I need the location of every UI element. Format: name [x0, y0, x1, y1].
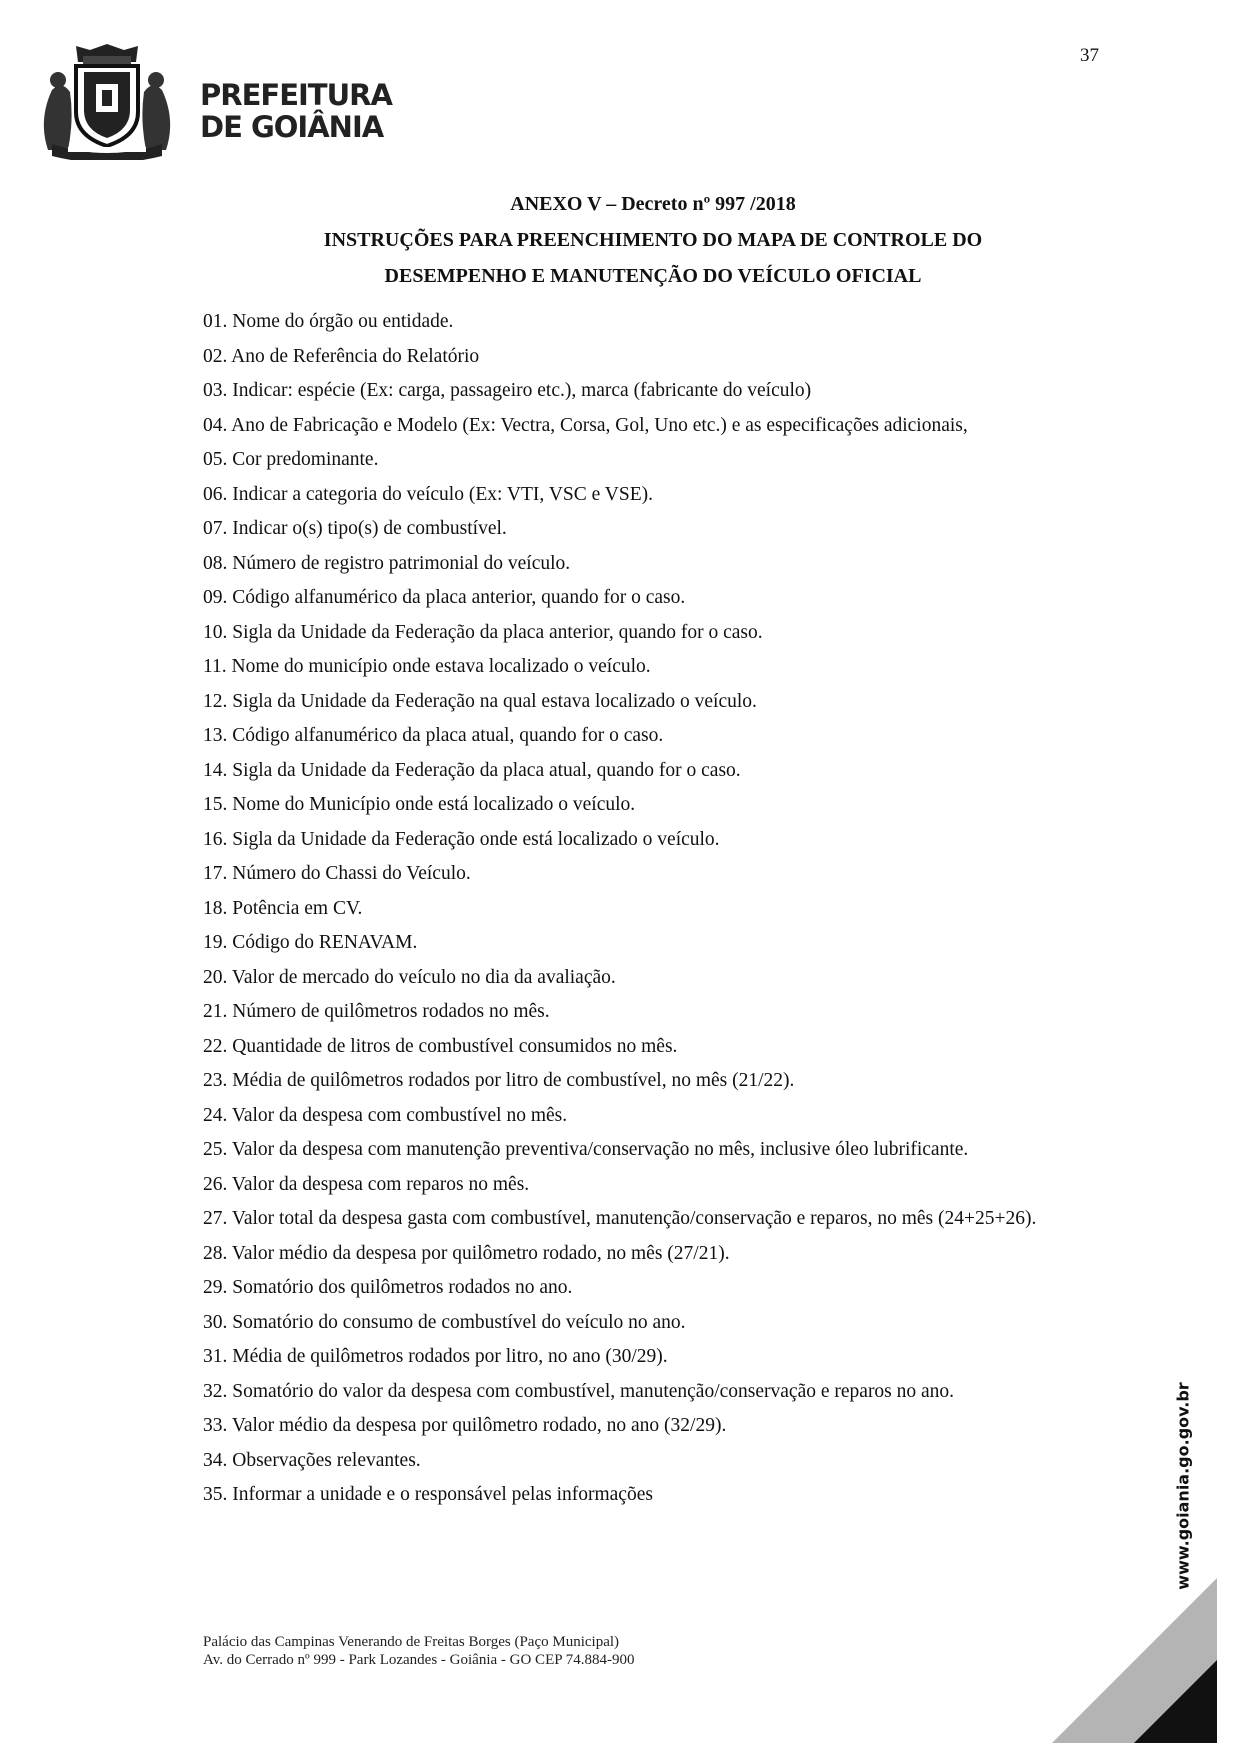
list-item: 20. Valor de mercado do veículo no dia da avaliação. — [203, 966, 616, 988]
title-line-3: DESEMPENHO E MANUTENÇÃO DO VEÍCULO OFICIAL — [384, 265, 922, 287]
list-item: 17. Número do Chassi do Veículo. — [203, 863, 471, 884]
brand-line-1: PREFEITURA — [200, 78, 392, 112]
list-item: 07. Indicar o(s) tipo(s) de combustível. — [203, 518, 507, 539]
list-item: 35. Informar a unidade e o responsável pelas informações — [203, 1484, 653, 1505]
website-url: www.goiania.go.gov.br — [1173, 1382, 1193, 1590]
list-item: 22. Quantidade de litros de combustível consumidos no mês. — [203, 1035, 678, 1057]
list-item: 34. Observações relevantes. — [203, 1449, 421, 1471]
corner-decoration — [1052, 1578, 1217, 1743]
footer-address — [203, 1633, 635, 1669]
list-item: 24. Valor da despesa com combustível no mês. — [203, 1104, 568, 1126]
list-item: 06. Indicar a categoria do veículo (Ex: VTI, VSC e VSE). — [203, 483, 654, 505]
list-item: 09. Código alfanumérico da placa anterior, quando for o caso. — [203, 587, 686, 608]
list-item: 33. Valor médio da despesa por quilômetro rodado, no ano (32/29). — [203, 1415, 727, 1436]
list-item: 28. Valor médio da despesa por quilômetro rodado, no mês (27/21). — [203, 1242, 730, 1264]
footer-line-1: Palácio das Campinas Venerando de Freitas Borges (Paço Municipal) — [203, 1634, 620, 1650]
list-item: 31. Média de quilômetros rodados por litro, no ano (30/29). — [203, 1346, 668, 1367]
list-item: 04. Ano de Fabricação e Modelo (Ex: Vectra, Corsa, Gol, Uno etc.) e as especificações adicionais, — [203, 414, 968, 436]
list-item: 21. Número de quilômetros rodados no mês. — [203, 1001, 550, 1022]
list-item: 32. Somatório do valor da despesa com combustível, manutenção/conservação e reparos no ano. — [203, 1380, 955, 1402]
list-item: 14. Sigla da Unidade da Federação da placa atual, quando for o caso. — [203, 759, 741, 781]
list-item: 25. Valor da despesa com manutenção preventiva/conservação no mês, inclusive óleo lubrificante. — [203, 1139, 969, 1160]
list-item: 26. Valor da despesa com reparos no mês. — [203, 1173, 530, 1195]
list-item: 18. Potência em CV. — [203, 897, 363, 919]
instruction-list — [203, 305, 1106, 1513]
title-line-1: ANEXO V – Decreto nº 997 /2018 — [510, 193, 796, 215]
list-item: 27. Valor total da despesa gasta com combustível, manutenção/conservação e reparos, no mês (24+25+26). — [203, 1208, 1037, 1229]
list-item: 02. Ano de Referência do Relatório — [203, 345, 480, 367]
list-item: 10. Sigla da Unidade da Federação da placa anterior, quando for o caso. — [203, 621, 763, 643]
city-coat-of-arms-icon — [28, 40, 186, 160]
list-item: 12. Sigla da Unidade da Federação na qual estava localizado o veículo. — [203, 690, 757, 712]
list-item: 23. Média de quilômetros rodados por litro de combustível, no mês (21/22). — [203, 1070, 795, 1091]
list-item: 29. Somatório dos quilômetros rodados no ano. — [203, 1277, 573, 1298]
list-item: 16. Sigla da Unidade da Federação onde está localizado o veículo. — [203, 828, 720, 850]
title-line-2: INSTRUÇÕES PARA PREENCHIMENTO DO MAPA DE CONTROLE DO — [323, 229, 983, 251]
list-item: 13. Código alfanumérico da placa atual, quando for o caso. — [203, 725, 664, 746]
list-item: 01. Nome do órgão ou entidade. — [203, 311, 454, 332]
list-item: 15. Nome do Município onde está localizado o veículo. — [203, 794, 636, 815]
list-item: 30. Somatório do consumo de combustível do veículo no ano. — [203, 1311, 686, 1333]
list-item: 05. Cor predominante. — [203, 449, 379, 470]
list-item: 03. Indicar: espécie (Ex: carga, passageiro etc.), marca (fabricante do veículo) — [203, 380, 812, 401]
brand-name — [200, 79, 392, 143]
footer-line-2: Av. do Cerrado nº 999 - Park Lozandes - Goiânia - GO CEP 74.884-900 — [203, 1652, 635, 1668]
brand-line-2: DE GOIÂNIA — [200, 110, 384, 144]
list-item: 11. Nome do município onde estava localizado o veículo. — [203, 656, 651, 677]
list-item: 19. Código do RENAVAM. — [203, 932, 418, 953]
page-number: 37 — [1080, 45, 1099, 66]
document-title — [200, 186, 1106, 294]
list-item: 08. Número de registro patrimonial do veículo. — [203, 552, 571, 574]
